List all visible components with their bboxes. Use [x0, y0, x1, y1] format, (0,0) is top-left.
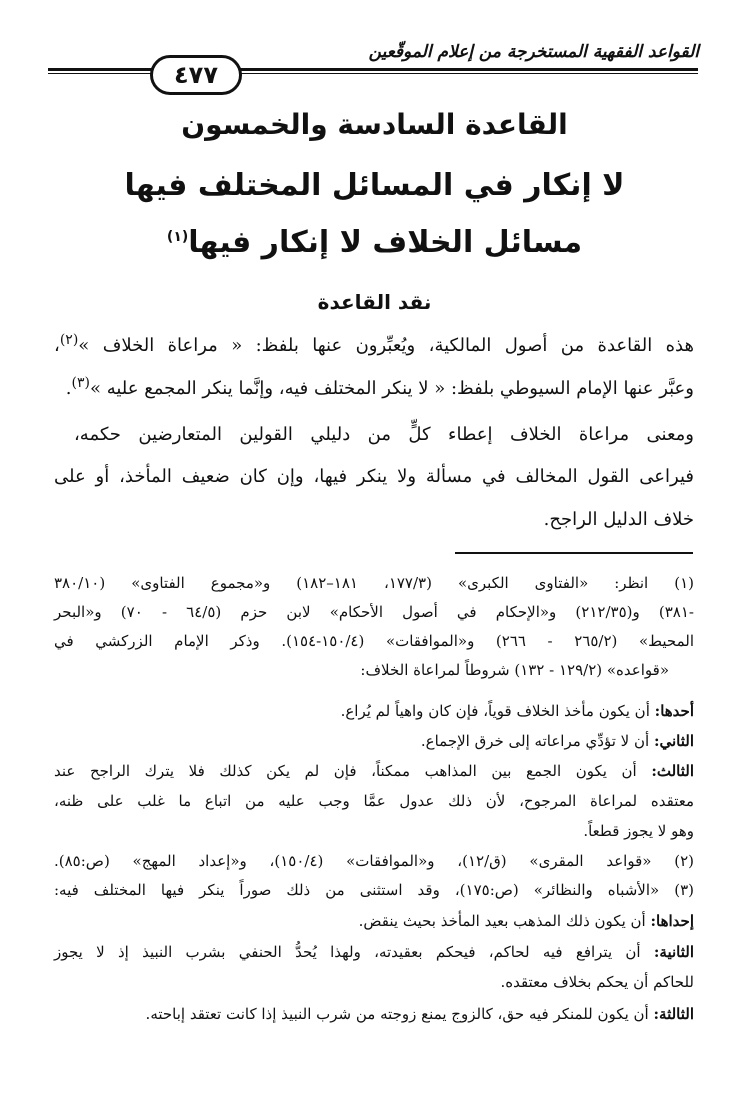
footnote-ref-1: (١): [166, 229, 189, 245]
footnote-ref-3: (٣): [71, 375, 90, 391]
footnote-1-condition-1: [54, 702, 694, 720]
condition-label: الثاني:: [653, 732, 694, 750]
header-rule: [48, 68, 698, 71]
running-head: القواعد الفقهية المستخرجة من إعلام الموقّعين: [368, 42, 699, 62]
header-rule-thin: [48, 73, 698, 74]
footnote-2: (٢) «قواعد المقرى» (ق/١٢)، و«الموافقات» (١٥٠/٤)، و«إعداد المهج» (ص:٨٥).: [54, 852, 694, 870]
exception-label: الثانية:: [653, 943, 694, 961]
footnote-ref-2: (٢): [59, 332, 79, 348]
exception-label: الثالثة:: [653, 1005, 694, 1023]
body-line-2: [54, 375, 694, 399]
body-line-2-punct: .: [65, 378, 72, 399]
exception-label: إحداها:: [650, 912, 694, 930]
body-line-4: فيراعى القول المخالف في مسألة ولا ينكر فيها، وإن كان ضعيف المأخذ، أو على: [54, 466, 694, 487]
footnote-divider: [455, 552, 693, 554]
rule-number-title: القاعدة السادسة والخمسون: [181, 108, 568, 141]
footnote-1-condition-3-line-2: معتقده لمراعاة المرجوح، لأن ذلك عدول عمَّا وجب عليه من اتباع ما غلب على ظنه،: [54, 792, 694, 810]
footnote-1-line-2: -٣٨١) و(٢١٢/٣٥) و«الإحكام في أصول الأحكام» لابن حزم (٦٤/٥ - ٧٠) و«البحر: [54, 603, 694, 621]
page-number-badge: ٤٧٧: [150, 55, 242, 95]
body-line-3: ومعنى مراعاة الخلاف إعطاء كلٍّ من دليلي القولين المتعارضين حكمه،: [74, 424, 694, 445]
condition-text: أن لا تؤدِّي مراعاته إلى خرق الإجماع.: [420, 732, 650, 750]
body-line-2-text: وعبَّر عنها الإمام السيوطي بلفظ: « لا ينكر المختلف فيه، وإنَّما ينكر المجمع عليه »: [89, 378, 694, 399]
rule-text-title: لا إنكار في المسائل المختلف فيها: [124, 168, 625, 203]
rule-alt-title: [0, 225, 749, 260]
footnote-1-line-4: «قواعده» (١٢٩/٢ - ١٣٢) شروطاً لمراعاة الخلاف:: [360, 661, 669, 679]
body-line-1: [54, 332, 694, 356]
exception-text: أن يكون ذلك المذهب بعيد المأخذ بحيث ينقض.: [358, 912, 646, 930]
rule-alt-text: مسائل الخلاف لا إنكار فيها: [188, 225, 583, 260]
section-heading: نقد القاعدة: [317, 290, 432, 314]
condition-text: أن يكون مأخذ الخلاف قوياً، فإن كان واهياً لم يُراع.: [340, 702, 650, 720]
body-line-1-text: هذه القاعدة من أصول المالكية، ويُعبِّرون عنها بلفظ: « مراعاة الخلاف »: [78, 335, 694, 356]
footnote-3-exception-2-line-2: للحاكم أن يحكم بخلاف معتقده.: [500, 973, 694, 991]
footnote-1-line-3: المحيط» (٢٦٥/٢ - ٢٦٦) و«الموافقات» (١٥٠/٤-١٥٤). وذكر الإمام الزركشي في: [54, 632, 695, 650]
footnote-3-line-1: (٣) «الأشباه والنظائر» (ص:١٧٥)، وقد استثنى من ذلك صوراً ينكر فيها المختلف فيه:: [54, 881, 694, 899]
footnote-3-exception-2: [54, 943, 694, 961]
body-line-5: خلاف الدليل الراجح.: [543, 509, 694, 530]
footnote-1-condition-3-line-3: وهو لا يجوز قطعاً.: [583, 822, 694, 840]
exception-text: أن يكون للمنكر فيه حق، كالزوج يمنع زوجته من شرب النبيذ إذا كانت تعتقد إباحته.: [145, 1005, 649, 1023]
footnote-1-condition-3: [54, 762, 694, 780]
footnote-1-condition-2: [54, 732, 694, 750]
exception-text: أن يترافع فيه لحاكم، فيحكم بعقيدته، ولهذا يُحدُّ الحنفي بشرب النبيذ إذ لا يجوز: [54, 943, 641, 961]
condition-label: الثالث:: [651, 762, 694, 780]
condition-label: أحدها:: [654, 702, 694, 720]
condition-text: أن يكون الجمع بين المذاهب ممكناً، فإن لم يكن كذلك فلا يترك الراجح عند: [54, 762, 637, 780]
footnote-3-exception-3: [54, 1005, 694, 1023]
footnote-1-line-1: (١) انظر: «الفتاوى الكبرى» (١٧٧/٣، ١٨١–١٨٢) و«مجموع الفتاوى» (٣٨٠/١٠: [54, 574, 694, 592]
footnote-3-exception-1: [54, 912, 694, 930]
body-line-1-punct: ،: [54, 335, 60, 356]
